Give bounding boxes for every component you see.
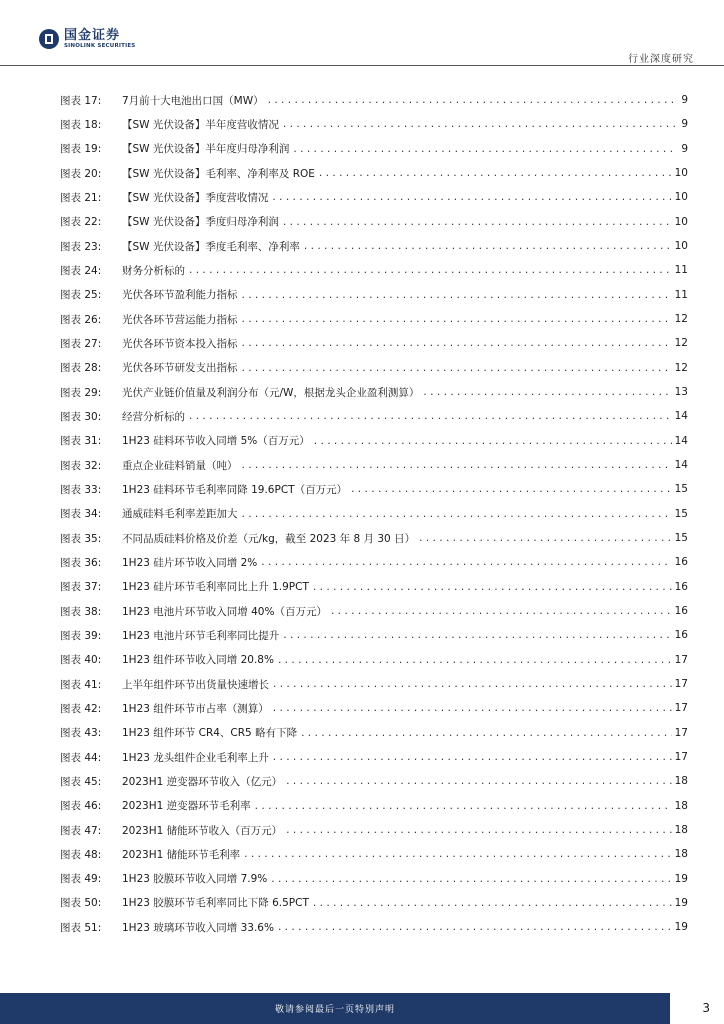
toc-entry-page: 17 (674, 726, 688, 739)
toc-entry-label: 图表 49: (60, 873, 102, 886)
toc-dot-leader (272, 704, 672, 714)
toc-entry-title: 光伏各环节盈利能力指标 (122, 289, 238, 302)
toc-dot-leader (282, 631, 671, 641)
toc-entry-title: 1H23 组件环节收入同增 20.8% (122, 654, 274, 667)
toc-entry-page: 19 (674, 921, 688, 934)
toc-entry-page: 12 (674, 337, 688, 350)
toc-entry-page: 9 (681, 94, 688, 107)
toc-entry-title: 2023H1 储能环节毛利率 (122, 848, 241, 861)
toc-entry[interactable] (60, 672, 688, 696)
toc-entry-label: 图表 30: (60, 410, 102, 423)
toc-entry-label: 图表 46: (60, 800, 102, 813)
toc-entry[interactable] (60, 623, 688, 647)
toc-dot-leader (272, 753, 672, 763)
toc-dot-leader (277, 923, 672, 933)
page-number: 3 (702, 1001, 710, 1015)
toc-entry-label: 图表 34: (60, 508, 102, 521)
toc-dot-leader (241, 510, 672, 520)
toc-entry-title: 1H23 组件环节 CR4、CR5 略有下降 (122, 727, 298, 740)
toc-entry-label: 图表 44: (60, 751, 102, 764)
toc-entry[interactable] (60, 356, 688, 380)
toc-entry-label: 图表 22: (60, 216, 102, 229)
logo-english-name: SINOLINK SECURITIES (64, 42, 136, 49)
toc-entry[interactable] (60, 331, 688, 355)
toc-entry-page: 10 (674, 167, 688, 180)
toc-dot-leader (300, 729, 672, 739)
toc-dot-leader (188, 412, 672, 422)
footer-disclaimer: 敬请参阅最后一页特别声明 (274, 1005, 395, 1015)
toc-entry[interactable] (60, 915, 688, 939)
toc-entry-label: 图表 27: (60, 337, 102, 350)
toc-entry-label: 图表 33: (60, 483, 102, 496)
toc-entry[interactable] (60, 137, 688, 161)
toc-entry-title: 【SW 光伏设备】毛利率、净利率及 ROE (122, 167, 315, 180)
toc-entry[interactable] (60, 794, 688, 818)
toc-entry[interactable] (60, 307, 688, 331)
toc-entry-label: 图表 21: (60, 191, 102, 204)
toc-entry-page: 11 (674, 264, 688, 277)
toc-entry-title: 1H23 胶膜环节毛利率同比下降 6.5PCT (122, 897, 309, 910)
toc-entry-title: 1H23 电池片环节收入同增 40%（百万元） (122, 605, 327, 618)
toc-entry-title: 1H23 组件环节市占率（测算） (122, 702, 269, 715)
toc-entry[interactable] (60, 112, 688, 136)
toc-dot-leader (277, 656, 672, 666)
toc-entry-title: 经营分析标的 (122, 410, 185, 423)
toc-entry[interactable] (60, 769, 688, 793)
sinolink-logo-icon (38, 28, 60, 50)
toc-entry-page: 10 (674, 240, 688, 253)
toc-dot-leader (241, 291, 672, 301)
toc-dot-leader (267, 96, 675, 106)
toc-dot-leader (188, 266, 672, 276)
toc-entry[interactable] (60, 502, 688, 526)
toc-entry-page: 13 (674, 386, 688, 399)
toc-entry-label: 图表 40: (60, 654, 102, 667)
toc-entry[interactable] (60, 404, 688, 428)
toc-entry-title: 1H23 胶膜环节收入同增 7.9% (122, 873, 268, 886)
toc-entry-title: 1H23 玻璃环节收入同增 33.6% (122, 921, 274, 934)
toc-entry-page: 11 (674, 288, 688, 301)
toc-entry-title: 1H23 电池片环节毛利率同比提升 (122, 629, 280, 642)
toc-entry-page: 15 (674, 483, 688, 496)
toc-entry-title: 7月前十大电池出口国（MW） (122, 94, 264, 107)
toc-entry-title: 1H23 硅料环节收入同增 5%（百万元） (122, 435, 310, 448)
toc-entry-label: 图表 29: (60, 386, 102, 399)
report-type-label: 行业深度研究 (628, 54, 694, 65)
toc-dot-leader (260, 558, 671, 568)
toc-entry-page: 12 (674, 313, 688, 326)
toc-entry-label: 图表 19: (60, 143, 102, 156)
toc-entry-label: 图表 20: (60, 167, 102, 180)
toc-entry-label: 图表 17: (60, 94, 102, 107)
toc-entry-title: 光伏产业链价值量及利润分布（元/W，根据龙头企业盈利测算） (122, 386, 420, 399)
toc-entry-label: 图表 23: (60, 240, 102, 253)
toc-entry[interactable] (60, 380, 688, 404)
toc-entry-label: 图表 32: (60, 459, 102, 472)
toc-entry[interactable] (60, 258, 688, 282)
toc-entry-label: 图表 18: (60, 118, 102, 131)
toc-entry-label: 图表 25: (60, 289, 102, 302)
toc-entry-label: 图表 28: (60, 362, 102, 375)
toc-entry-page: 9 (681, 118, 688, 131)
toc-entry-label: 图表 39: (60, 629, 102, 642)
toc-dot-leader (350, 485, 672, 495)
toc-entry-title: 上半年组件环节出货量快速增长 (122, 678, 269, 691)
toc-dot-leader (422, 388, 671, 398)
logo-chinese-name: 国金证券 (64, 27, 121, 43)
toc-entry-page: 17 (674, 653, 688, 666)
toc-entry[interactable] (60, 477, 688, 501)
toc-entry-page: 9 (681, 142, 688, 155)
sinolink-logo (38, 28, 135, 50)
toc-dot-leader (282, 120, 675, 130)
toc-dot-leader (318, 169, 672, 179)
toc-entry[interactable] (60, 453, 688, 477)
toc-dot-leader (312, 899, 672, 909)
toc-dot-leader (282, 218, 672, 228)
toc-entry-label: 图表 50: (60, 897, 102, 910)
toc-entry-title: 通威硅料毛利率差距加大 (122, 508, 238, 521)
toc-entry-page: 10 (674, 191, 688, 204)
toc-dot-leader (241, 339, 672, 349)
figure-index-list (60, 88, 688, 939)
header-divider (0, 65, 724, 66)
toc-entry-title: 2023H1 逆变器环节收入（亿元） (122, 775, 283, 788)
toc-entry-label: 图表 43: (60, 727, 102, 740)
toc-entry-title: 不同品质硅料价格及价差（元/kg，截至 2023 年 8 月 30 日） (122, 532, 416, 545)
toc-entry-title: 【SW 光伏设备】季度毛利率、净利率 (122, 240, 300, 253)
toc-entry-page: 18 (674, 775, 688, 788)
toc-entry-page: 15 (674, 532, 688, 545)
toc-entry-page: 16 (674, 629, 688, 642)
toc-entry[interactable] (60, 234, 688, 258)
toc-entry-page: 18 (674, 848, 688, 861)
toc-entry-label: 图表 42: (60, 702, 102, 715)
toc-entry-label: 图表 38: (60, 605, 102, 618)
toc-entry[interactable] (60, 210, 688, 234)
toc-entry-label: 图表 45: (60, 775, 102, 788)
toc-dot-leader (241, 315, 672, 325)
toc-entry-label: 图表 26: (60, 313, 102, 326)
toc-entry-page: 14 (674, 410, 688, 423)
toc-entry-page: 18 (674, 799, 688, 812)
toc-entry-page: 17 (674, 678, 688, 691)
toc-dot-leader (285, 826, 671, 836)
toc-entry-page: 16 (674, 556, 688, 569)
toc-entry-title: 【SW 光伏设备】季度营收情况 (122, 191, 269, 204)
toc-entry[interactable] (60, 648, 688, 672)
toc-entry[interactable] (60, 185, 688, 209)
toc-entry-page: 14 (674, 434, 688, 447)
toc-dot-leader (292, 145, 675, 155)
toc-dot-leader (313, 437, 672, 447)
toc-entry-page: 18 (674, 824, 688, 836)
toc-entry-label: 图表 41: (60, 678, 102, 691)
toc-entry[interactable] (60, 745, 688, 769)
toc-entry-page: 16 (674, 580, 688, 593)
toc-entry-page: 19 (674, 896, 688, 909)
toc-entry-label: 图表 36: (60, 556, 102, 569)
page-header (0, 0, 724, 68)
footer-bar (0, 993, 670, 1024)
toc-entry-title: 光伏各环节资本投入指标 (122, 337, 238, 350)
toc-dot-leader (418, 534, 672, 544)
toc-entry-title: 1H23 龙头组件企业毛利率上升 (122, 751, 269, 764)
toc-entry[interactable] (60, 550, 688, 574)
toc-dot-leader (271, 193, 671, 203)
toc-entry-page: 10 (674, 215, 688, 228)
toc-entry-label: 图表 37: (60, 581, 102, 594)
page-footer (0, 993, 724, 1024)
toc-entry-page: 17 (674, 751, 688, 764)
toc-entry[interactable] (60, 891, 688, 915)
toc-dot-leader (285, 777, 671, 787)
toc-dot-leader (270, 875, 671, 885)
toc-dot-leader (330, 607, 672, 617)
toc-entry-label: 图表 51: (60, 921, 102, 934)
toc-entry-title: 2023H1 逆变器环节毛利率 (122, 800, 251, 813)
toc-entry-title: 【SW 光伏设备】半年度归母净利润 (122, 143, 290, 156)
toc-entry-label: 图表 24: (60, 264, 102, 277)
toc-entry[interactable] (60, 867, 688, 891)
toc-entry-title: 重点企业硅料销量（吨） (122, 459, 238, 472)
toc-dot-leader (241, 364, 672, 374)
toc-entry[interactable] (60, 721, 688, 745)
toc-entry[interactable] (60, 161, 688, 185)
toc-entry[interactable] (60, 526, 688, 550)
toc-entry-title: 财务分析标的 (122, 264, 185, 277)
toc-entry-title: 【SW 光伏设备】半年度营收情况 (122, 118, 279, 131)
toc-entry-page: 12 (674, 361, 688, 374)
toc-dot-leader (312, 583, 672, 593)
toc-entry-page: 15 (674, 507, 688, 520)
toc-entry[interactable] (60, 842, 688, 866)
toc-entry-label: 图表 31: (60, 435, 102, 448)
toc-entry-title: 1H23 硅片环节毛利率同比上升 1.9PCT (122, 581, 309, 594)
toc-dot-leader (272, 680, 672, 690)
toc-dot-leader (303, 242, 672, 252)
toc-entry[interactable] (60, 429, 688, 453)
toc-entry-title: 1H23 硅片环节收入同增 2% (122, 556, 258, 569)
toc-entry-title: 光伏各环节研发支出指标 (122, 362, 238, 375)
toc-dot-leader (241, 461, 672, 471)
toc-dot-leader (243, 850, 671, 860)
toc-entry[interactable] (60, 283, 688, 307)
toc-entry[interactable] (60, 88, 688, 112)
toc-entry-label: 图表 35: (60, 532, 102, 545)
toc-entry-title: 光伏各环节营运能力指标 (122, 313, 238, 326)
toc-entry-label: 图表 47: (60, 824, 102, 837)
toc-entry-title: 1H23 硅料环节毛利率同降 19.6PCT（百万元） (122, 483, 348, 496)
toc-entry-title: 【SW 光伏设备】季度归母净利润 (122, 216, 279, 229)
toc-entry-page: 16 (674, 605, 688, 618)
toc-entry[interactable] (60, 818, 688, 842)
toc-entry-page: 17 (674, 702, 688, 715)
toc-entry-title: 2023H1 储能环节收入（百万元） (122, 824, 283, 837)
toc-dot-leader (254, 802, 672, 812)
toc-entry[interactable] (60, 696, 688, 720)
toc-entry[interactable] (60, 599, 688, 623)
toc-entry[interactable] (60, 575, 688, 599)
toc-entry-page: 19 (674, 872, 688, 885)
toc-entry-page: 14 (674, 459, 688, 472)
toc-entry-label: 图表 48: (60, 848, 102, 861)
